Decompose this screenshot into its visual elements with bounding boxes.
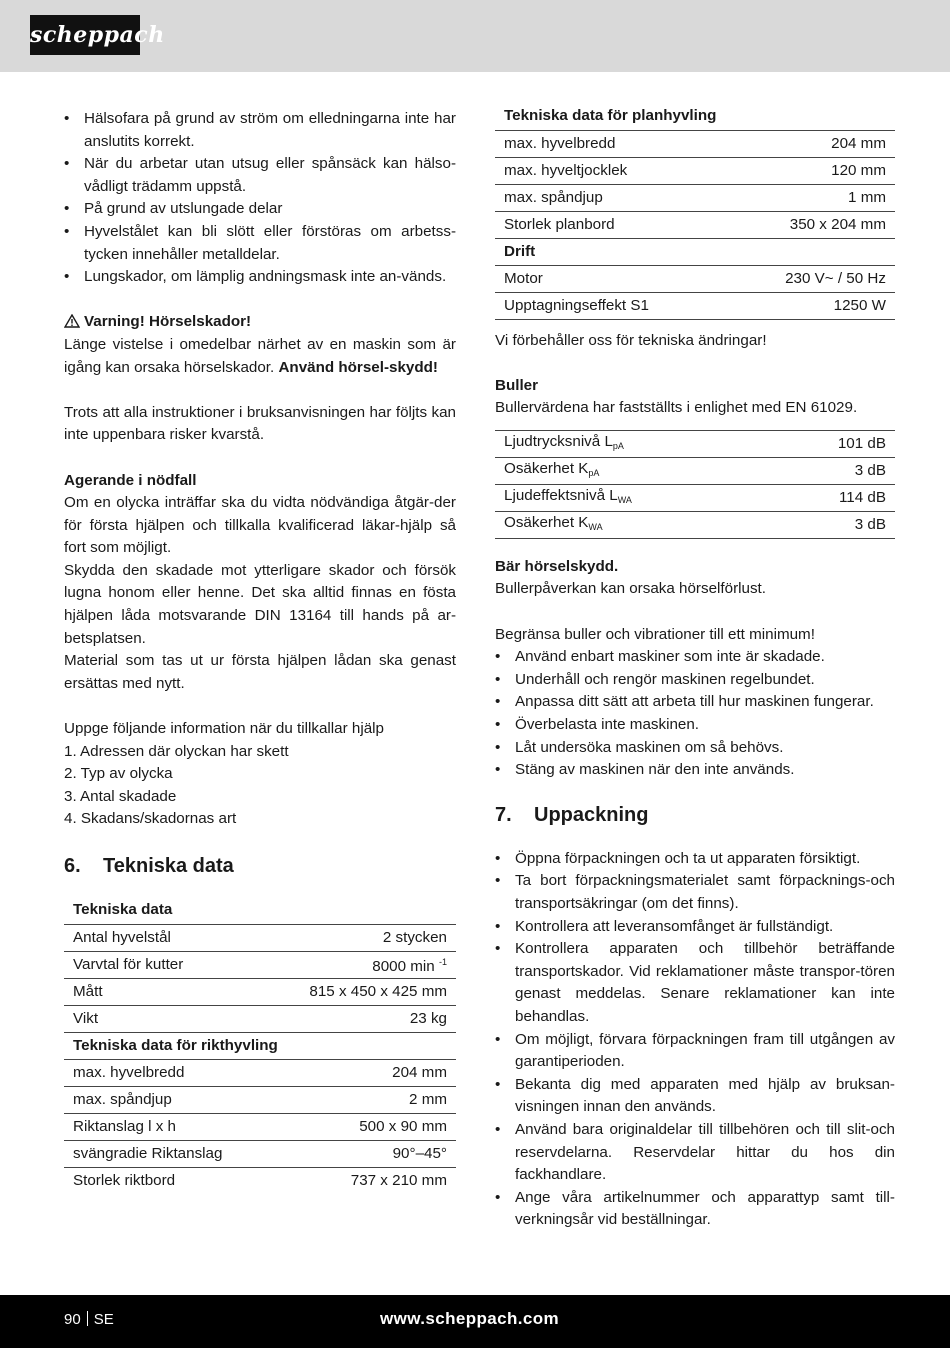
table-header: Tekniska data för planhyvling	[495, 103, 895, 130]
table-row: Ljudeffektsnivå $L_{WA}$ 114 dB	[495, 484, 895, 511]
table-row: max. spåndjup 1 mm	[495, 184, 895, 211]
emergency-paragraph: Skydda den skadade mot ytterligare skador och försök lugna honom eller henne. Det ska alltid finnas en fösta hjälpen låda motsvarande DIN 13164 till hands på ar-betsplatsen.	[64, 561, 456, 647]
info-intro: Uppge följande information när du tillkallar hjälp	[64, 720, 384, 738]
table-row: Varvtal för kutter 8000 min $^{-1}$	[64, 951, 456, 978]
emergency-paragraph: Material som tas ut ur första hjälpen lådan ska genast ersättas med nytt.	[64, 652, 456, 692]
limit-intro: Begränsa buller och vibrationer till ett minimum!	[495, 625, 815, 643]
table-row: Mått 815 x 450 x 425 mm	[64, 978, 456, 1005]
emergency-paragraph: Om en olycka inträffar ska du vidta nödvändiga åtgär-der för första hjälpen och tillkalla kvalificerad läkar-hjälp så fort som möjligt.	[64, 494, 456, 557]
section-7-heading: 7. Uppackning	[495, 803, 649, 826]
noise-heading: Buller	[495, 376, 539, 394]
warning-bold-text: Använd hörsel-skydd!	[278, 358, 438, 376]
list-item: • Lungskador, om lämplig andningsmask inte an-vänds.	[64, 266, 456, 289]
list-item: • Använd enbart maskiner som inte är skadade.	[495, 646, 895, 669]
list-item: • Anpassa ditt sätt att arbeta till hur maskinen fungerar.	[495, 691, 895, 714]
list-item: • Kontrollera apparaten och tillbehör beträffande transportskador. Vid reklamationer måste transpor-tören genast meddelas. Senare reklamationer kan inte behandlas.	[495, 938, 895, 1028]
list-item: • Ange våra artikelnummer och apparattyp samt till-verkningsår vid beställningar.	[495, 1187, 895, 1232]
list-item: • Ta bort förpackningsmaterialet samt förpacknings-och transportsäkringar (om det finns).	[495, 870, 895, 915]
table-row: max. hyvelbredd 204 mm	[495, 130, 895, 157]
left-column	[64, 108, 456, 1194]
warning-triangle-icon	[64, 314, 80, 328]
table-row: Storlek riktbord 737 x 210 mm	[73, 1171, 447, 1189]
table-row: Osäkerhet $K_{WA}$ 3 dB	[495, 511, 895, 538]
reservation-text: Vi förbehåller oss för tekniska ändringar!	[495, 331, 767, 349]
section-6-heading: 6. Tekniska data	[64, 855, 234, 877]
table-row: Antal hyvelstål 2 stycken	[64, 924, 456, 951]
list-item: 3. Antal skadade	[64, 787, 177, 805]
risk-list	[64, 108, 456, 289]
limit-list	[495, 646, 895, 782]
info-list	[64, 741, 456, 831]
table-row: Ljudtrycksnivå $L_{pA}$ 101 dB	[495, 430, 895, 457]
noise-text: Bullervärdena har fastställts i enlighet med EN 61029.	[495, 399, 858, 417]
table-row: max. hyveltjocklek 120 mm	[495, 157, 895, 184]
planing-data-table	[495, 103, 895, 320]
warning-title: Varning! Hörselskador!	[84, 313, 252, 331]
list-item: • Kontrollera att leveransomfånget är fullständigt.	[495, 916, 895, 939]
list-item: • Bekanta dig med apparaten med hjälp av bruksan-visningen innan den används.	[495, 1074, 895, 1119]
right-column	[495, 103, 895, 1232]
list-item: • På grund av utslungade delar	[64, 198, 456, 221]
table-row: max. hyvelbredd 204 mm	[64, 1059, 456, 1086]
list-item: • Låt undersöka maskinen om så behövs.	[495, 737, 895, 760]
scheppach-logo: scheppach	[30, 15, 140, 55]
noise-table	[495, 430, 895, 539]
unpack-list	[495, 848, 895, 1232]
list-item: • Använd bara originaldelar till tillbehören och till slit-och reservdelarna. Reservdelar hittar du hos din fackhandlare.	[495, 1119, 895, 1187]
table-header: Tekniska data	[64, 897, 456, 924]
emergency-heading: Agerande i nödfall	[64, 471, 197, 489]
hearing-heading: Bär hörselskydd.	[495, 557, 619, 575]
list-item: • Öppna förpackningen och ta ut apparaten försiktigt.	[495, 848, 895, 871]
table-row: svängradie Riktanslag 90°–45°	[64, 1140, 456, 1167]
table-row: Osäkerhet $K_{pA}$ 3 dB	[495, 457, 895, 484]
table-row: Upptagningseffekt S1 1250 W	[495, 292, 895, 319]
table-header: Drift	[495, 238, 895, 265]
list-item: • Om möjligt, förvara förpackningen fram till utgången av garantiperioden.	[495, 1029, 895, 1074]
footer-bar	[0, 1295, 950, 1348]
technical-data-table	[64, 897, 456, 1194]
list-item: 2. Typ av olycka	[64, 765, 173, 783]
language-code: SE	[93, 1311, 114, 1328]
table-header: Tekniska data för rikthyvling	[64, 1032, 456, 1059]
list-item: • Stäng av maskinen när den inte används.	[495, 759, 895, 782]
table-row: Storlek planbord 350 x 204 mm	[495, 211, 895, 238]
residual-risk-text: Trots att alla instruktioner i bruksanvisningen har följts kan inte uppenbara risker kvarstå.	[64, 403, 456, 444]
page-number: 90 SE	[64, 1311, 114, 1328]
header-bar	[0, 0, 950, 72]
table-row: Motor 230 V~ / 50 Hz	[495, 265, 895, 292]
list-item: • Hälsofara på grund av ström om elledningarna inte har anslutits korrekt.	[64, 108, 456, 153]
table-row: Riktanslag l x h 500 x 90 mm	[64, 1113, 456, 1140]
list-item: 1. Adressen där olyckan har skett	[64, 742, 289, 760]
list-item: • Överbelasta inte maskinen.	[495, 714, 895, 737]
table-row: max. spåndjup 2 mm	[64, 1086, 456, 1113]
warning-heading	[64, 311, 456, 334]
warning-text: Länge vistelse i omedelbar närhet av en maskin som är igång kan orsaka hörselskador. Använd hörsel-skydd!	[64, 335, 456, 376]
list-item: • Underhåll och rengör maskinen regelbundet.	[495, 669, 895, 692]
list-item: • När du arbetar utan utsug eller spånsäck kan hälso-vådligt trädamm uppstå.	[64, 153, 456, 198]
list-item: 4. Skadans/skadornas art	[64, 810, 237, 828]
footer-url: www.scheppach.com	[380, 1309, 560, 1328]
table-row: Vikt 23 kg	[64, 1005, 456, 1032]
list-item: • Hyvelstålet kan bli slött eller förstöras om arbetss-tycken innehåller metalldelar.	[64, 221, 456, 266]
hearing-text: Bullerpåverkan kan orsaka hörselförlust.	[495, 580, 766, 598]
